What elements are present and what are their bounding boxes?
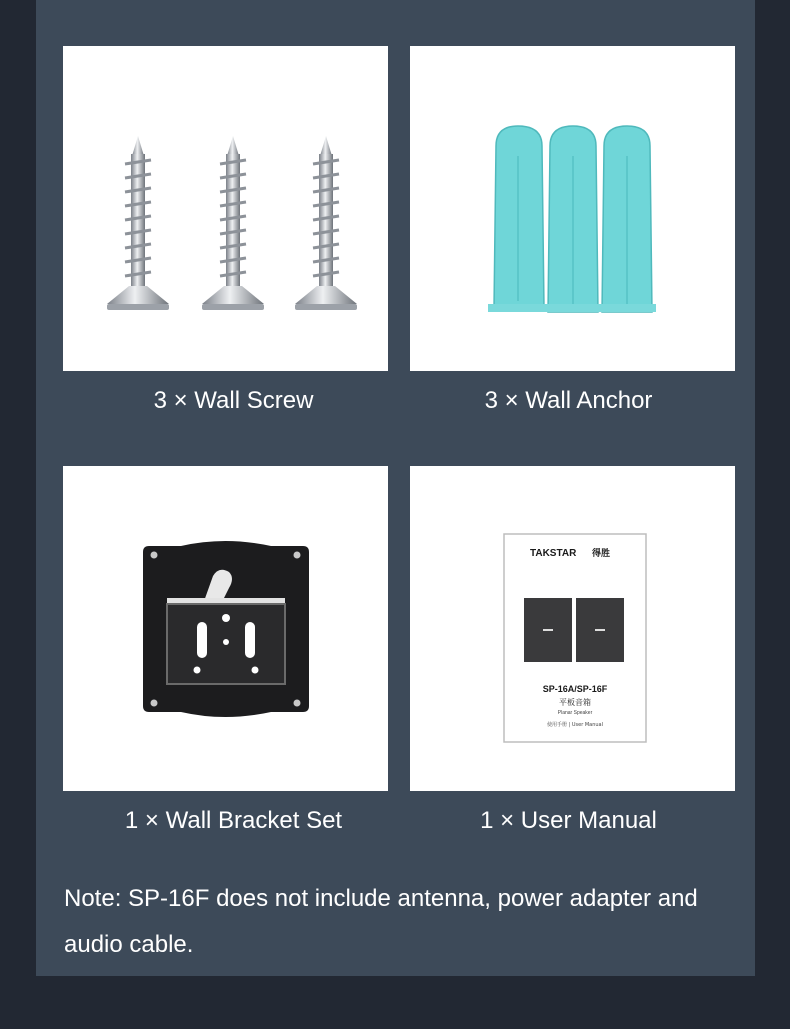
note-text: Note: SP-16F does not include antenna, power adapter and audio cable. <box>64 885 698 958</box>
user-manual-icon <box>410 466 735 791</box>
user-manual-card <box>410 466 735 791</box>
screw <box>295 136 357 310</box>
wall-screw-card <box>63 46 388 371</box>
wall-bracket-icon <box>63 466 388 791</box>
screw-icon <box>63 46 388 371</box>
wall-bracket-caption: 1 × Wall Bracket Set <box>124 807 343 834</box>
manual-model: SP-16A/SP-16F <box>542 684 608 694</box>
wall-anchor-icon <box>410 46 735 371</box>
wall-bracket-card <box>63 466 388 791</box>
manual-label: 使用手册 | User Manual <box>546 722 604 728</box>
manual-brand-cn: 得胜 <box>592 549 611 559</box>
manual-brand: TAKSTAR <box>530 548 577 559</box>
wall-anchor-caption: 3 × Wall Anchor <box>484 387 653 414</box>
wall-screw-caption: 3 × Wall Screw <box>153 387 314 414</box>
manual-product-cn: 平板音箱 <box>559 698 591 707</box>
user-manual-caption: 1 × User Manual <box>480 807 657 834</box>
wall-anchor-card <box>410 46 735 371</box>
manual-product-en: Planar Speaker <box>557 710 593 716</box>
screw <box>107 136 169 310</box>
screw <box>202 136 264 310</box>
